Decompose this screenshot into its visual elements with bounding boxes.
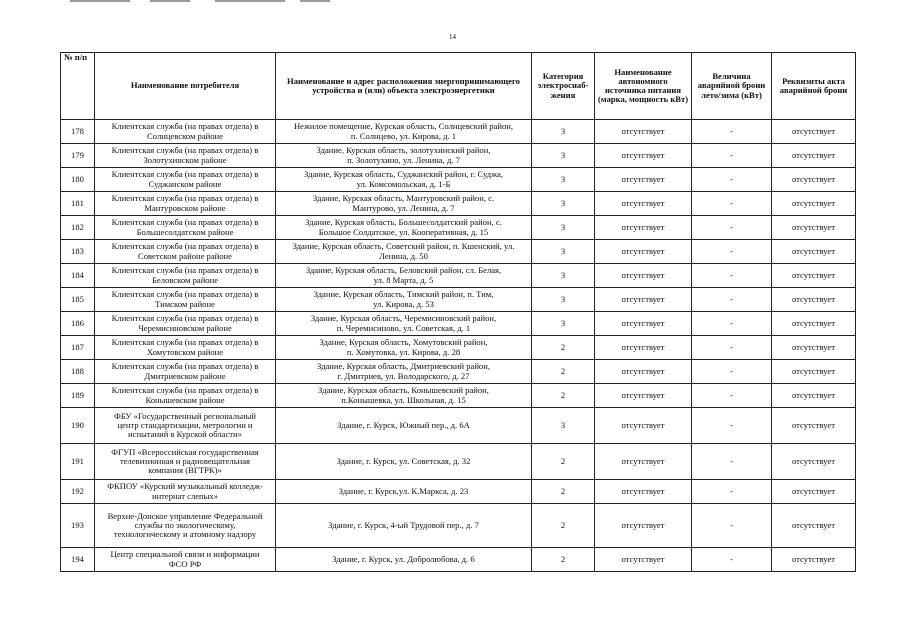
cell-address: Здание, г. Курск, Южный пер., д. 6А <box>276 408 532 444</box>
cell-num: 191 <box>61 444 95 480</box>
cell-reserve: - <box>692 504 772 548</box>
cell-consumer: Клиентская служба (на правах отдела) в Большесолдатском районе <box>95 216 276 240</box>
cell-category: 2 <box>532 360 595 384</box>
cell-category: 2 <box>532 480 595 504</box>
table-row <box>61 444 856 480</box>
header-requisites: Реквизиты акта аварийной брони <box>772 53 856 120</box>
cell-reserve: - <box>692 144 772 168</box>
cell-consumer: Клиентская служба (на правах отдела) в Дмитриевском районе <box>95 360 276 384</box>
cell-num: 194 <box>61 548 95 572</box>
header-address: Наименование и адрес расположения энергопринимающего устройства и (или) объекта электроэнергетики <box>276 53 532 120</box>
cell-requisites: отсутствует <box>772 264 856 288</box>
table-row <box>61 216 856 240</box>
cell-address: Здание, Курская область, Тимский район, п. Тим, ул. Кирова, д. 53 <box>276 288 532 312</box>
cell-num: 182 <box>61 216 95 240</box>
cell-consumer: Клиентская служба (на правах отдела) в Солнцевском районе <box>95 120 276 144</box>
table-row <box>61 120 856 144</box>
table-row <box>61 336 856 360</box>
cell-category: 3 <box>532 240 595 264</box>
cell-requisites: отсутствует <box>772 312 856 336</box>
cell-reserve: - <box>692 548 772 572</box>
cell-source: отсутствует <box>595 504 692 548</box>
header-reserve: Величина аварийной брони лето/зима (кВт) <box>692 53 772 120</box>
cell-requisites: отсутствует <box>772 384 856 408</box>
cell-category: 2 <box>532 336 595 360</box>
cell-num: 181 <box>61 192 95 216</box>
cell-address: Здание, Курская область, Конышевский район, п.Конышевка, ул. Школьная, д. 15 <box>276 384 532 408</box>
cell-reserve: - <box>692 216 772 240</box>
cell-consumer: Клиентская служба (на правах отдела) в Мантуровском районе <box>95 192 276 216</box>
cell-category: 3 <box>532 168 595 192</box>
cell-address: Здание, г. Курск, ул. Советская, д. 32 <box>276 444 532 480</box>
cell-requisites: отсутствует <box>772 336 856 360</box>
cell-consumer: Центр специальной связи и информации ФСО РФ <box>95 548 276 572</box>
table-row <box>61 192 856 216</box>
cell-source: отсутствует <box>595 444 692 480</box>
cell-num: 187 <box>61 336 95 360</box>
cell-category: 3 <box>532 216 595 240</box>
cell-requisites: отсутствует <box>772 480 856 504</box>
cell-requisites: отсутствует <box>772 240 856 264</box>
scan-artifact <box>0 0 905 3</box>
cell-category: 3 <box>532 264 595 288</box>
cell-address: Здание, Курская область, Суджанский район, г. Суджа, ул. Комсомольская, д. 1-Б <box>276 168 532 192</box>
cell-address: Здание, Курская область, Дмитриевский район, г. Дмитриев, ул. Володарского, д. 27 <box>276 360 532 384</box>
cell-source: отсутствует <box>595 360 692 384</box>
cell-reserve: - <box>692 168 772 192</box>
header-source: Наименование автономного источника питания (марка, мощность кВт) <box>595 53 692 120</box>
cell-source: отсутствует <box>595 240 692 264</box>
cell-source: отсутствует <box>595 548 692 572</box>
cell-address: Здание, Курская область, Черемисиновский район, п. Черемисиново, ул. Советская, д. 1 <box>276 312 532 336</box>
cell-address: Здание, г. Курск, ул. Добролюбова, д. 6 <box>276 548 532 572</box>
cell-requisites: отсутствует <box>772 504 856 548</box>
cell-category: 3 <box>532 120 595 144</box>
cell-source: отсутствует <box>595 192 692 216</box>
header-category: Категория электроснаб-жения <box>532 53 595 120</box>
table-row <box>61 240 856 264</box>
cell-address: Здание, Курская область, Советский район, п. Кшенский, ул. Ленина, д. 50 <box>276 240 532 264</box>
cell-category: 2 <box>532 548 595 572</box>
cell-source: отсутствует <box>595 264 692 288</box>
cell-category: 3 <box>532 288 595 312</box>
cell-address: Здание, г. Курск,ул. К.Маркса, д. 23 <box>276 480 532 504</box>
cell-requisites: отсутствует <box>772 548 856 572</box>
cell-source: отсутствует <box>595 144 692 168</box>
cell-num: 185 <box>61 288 95 312</box>
cell-consumer: Верхне-Донское управление Федеральной службы по экологическому, технологическому и атомному надзору <box>95 504 276 548</box>
table-row <box>61 408 856 444</box>
consumers-table <box>60 52 856 572</box>
cell-num: 186 <box>61 312 95 336</box>
cell-requisites: отсутствует <box>772 360 856 384</box>
cell-reserve: - <box>692 336 772 360</box>
cell-reserve: - <box>692 288 772 312</box>
table-row <box>61 360 856 384</box>
table-row <box>61 168 856 192</box>
cell-requisites: отсутствует <box>772 288 856 312</box>
cell-source: отсутствует <box>595 408 692 444</box>
cell-num: 183 <box>61 240 95 264</box>
cell-address: Нежилое помещение, Курская область, Солнцевский район, п. Солнцево, ул. Кирова, д. 1 <box>276 120 532 144</box>
cell-category: 2 <box>532 384 595 408</box>
cell-category: 2 <box>532 504 595 548</box>
cell-category: 3 <box>532 144 595 168</box>
cell-num: 180 <box>61 168 95 192</box>
cell-reserve: - <box>692 408 772 444</box>
cell-reserve: - <box>692 360 772 384</box>
cell-requisites: отсутствует <box>772 408 856 444</box>
page-number: 14 <box>449 33 456 41</box>
cell-requisites: отсутствует <box>772 216 856 240</box>
cell-consumer: Клиентская служба (на правах отдела) в Беловском районе <box>95 264 276 288</box>
cell-category: 2 <box>532 444 595 480</box>
cell-source: отсутствует <box>595 216 692 240</box>
cell-consumer: Клиентская служба (на правах отдела) в Конышевском районе <box>95 384 276 408</box>
cell-consumer: Клиентская служба (на правах отдела) в Суджанском районе <box>95 168 276 192</box>
cell-consumer: Клиентская служба (на правах отдела) в Советском районе районе <box>95 240 276 264</box>
cell-num: 189 <box>61 384 95 408</box>
header-consumer: Наименование потребителя <box>95 53 276 120</box>
cell-source: отсутствует <box>595 288 692 312</box>
cell-reserve: - <box>692 264 772 288</box>
header-num: № п/п <box>61 53 95 120</box>
cell-address: Здание, Курская область, Большесолдатский район, с. Большое Солдатское, ул. Кооперативная, д. 15 <box>276 216 532 240</box>
cell-num: 188 <box>61 360 95 384</box>
cell-num: 192 <box>61 480 95 504</box>
cell-num: 178 <box>61 120 95 144</box>
cell-reserve: - <box>692 480 772 504</box>
cell-address: Здание, Курская область, Мантуровский район, с. Мантурово, ул. Ленина, д. 7 <box>276 192 532 216</box>
table-row <box>61 548 856 572</box>
cell-consumer: ФГУП «Всероссийская государственная телевизионная и радиовещательная компания (ВГТРК)» <box>95 444 276 480</box>
cell-consumer: Клиентская служба (на правах отдела) в Золотухинском районе <box>95 144 276 168</box>
cell-consumer: Клиентская служба (на правах отдела) в Тимском районе <box>95 288 276 312</box>
cell-source: отсутствует <box>595 480 692 504</box>
cell-consumer: Клиентская служба (на правах отдела) в Хомутовском районе <box>95 336 276 360</box>
table-row <box>61 144 856 168</box>
cell-reserve: - <box>692 240 772 264</box>
cell-consumer: ФБУ «Государственный региональный центр стандартизации, метрологии и испытаний в Курской области» <box>95 408 276 444</box>
cell-source: отсутствует <box>595 120 692 144</box>
cell-reserve: - <box>692 120 772 144</box>
cell-requisites: отсутствует <box>772 444 856 480</box>
cell-num: 179 <box>61 144 95 168</box>
cell-num: 193 <box>61 504 95 548</box>
table-row <box>61 312 856 336</box>
table-row <box>61 504 856 548</box>
cell-source: отсутствует <box>595 384 692 408</box>
cell-address: Здание, г. Курск, 4-ый Трудовой пер., д. 7 <box>276 504 532 548</box>
cell-requisites: отсутствует <box>772 168 856 192</box>
cell-source: отсутствует <box>595 168 692 192</box>
cell-requisites: отсутствует <box>772 120 856 144</box>
table-row <box>61 384 856 408</box>
cell-requisites: отсутствует <box>772 144 856 168</box>
cell-source: отсутствует <box>595 312 692 336</box>
cell-address: Здание, Курская область, Беловский район, сл. Белая, ул. 8 Марта, д. 5 <box>276 264 532 288</box>
cell-address: Здание, Курская область, Хомутовский район, п. Хомутовка, ул. Кирова, д. 28 <box>276 336 532 360</box>
cell-num: 184 <box>61 264 95 288</box>
cell-source: отсутствует <box>595 336 692 360</box>
cell-category: 3 <box>532 408 595 444</box>
cell-consumer: Клиентская служба (на правах отдела) в Черемисиновском районе <box>95 312 276 336</box>
table-row <box>61 288 856 312</box>
table-row <box>61 480 856 504</box>
cell-reserve: - <box>692 312 772 336</box>
cell-category: 3 <box>532 312 595 336</box>
table-header-row <box>61 53 856 120</box>
cell-requisites: отсутствует <box>772 192 856 216</box>
cell-consumer: ФКПОУ «Курский музыкальный колледж- интернат слепых» <box>95 480 276 504</box>
table-row <box>61 264 856 288</box>
cell-category: 3 <box>532 192 595 216</box>
cell-reserve: - <box>692 444 772 480</box>
cell-address: Здание, Курская область, золотухинский район, п. Золотухино, ул. Ленина, д. 7 <box>276 144 532 168</box>
cell-reserve: - <box>692 192 772 216</box>
cell-reserve: - <box>692 384 772 408</box>
cell-num: 190 <box>61 408 95 444</box>
